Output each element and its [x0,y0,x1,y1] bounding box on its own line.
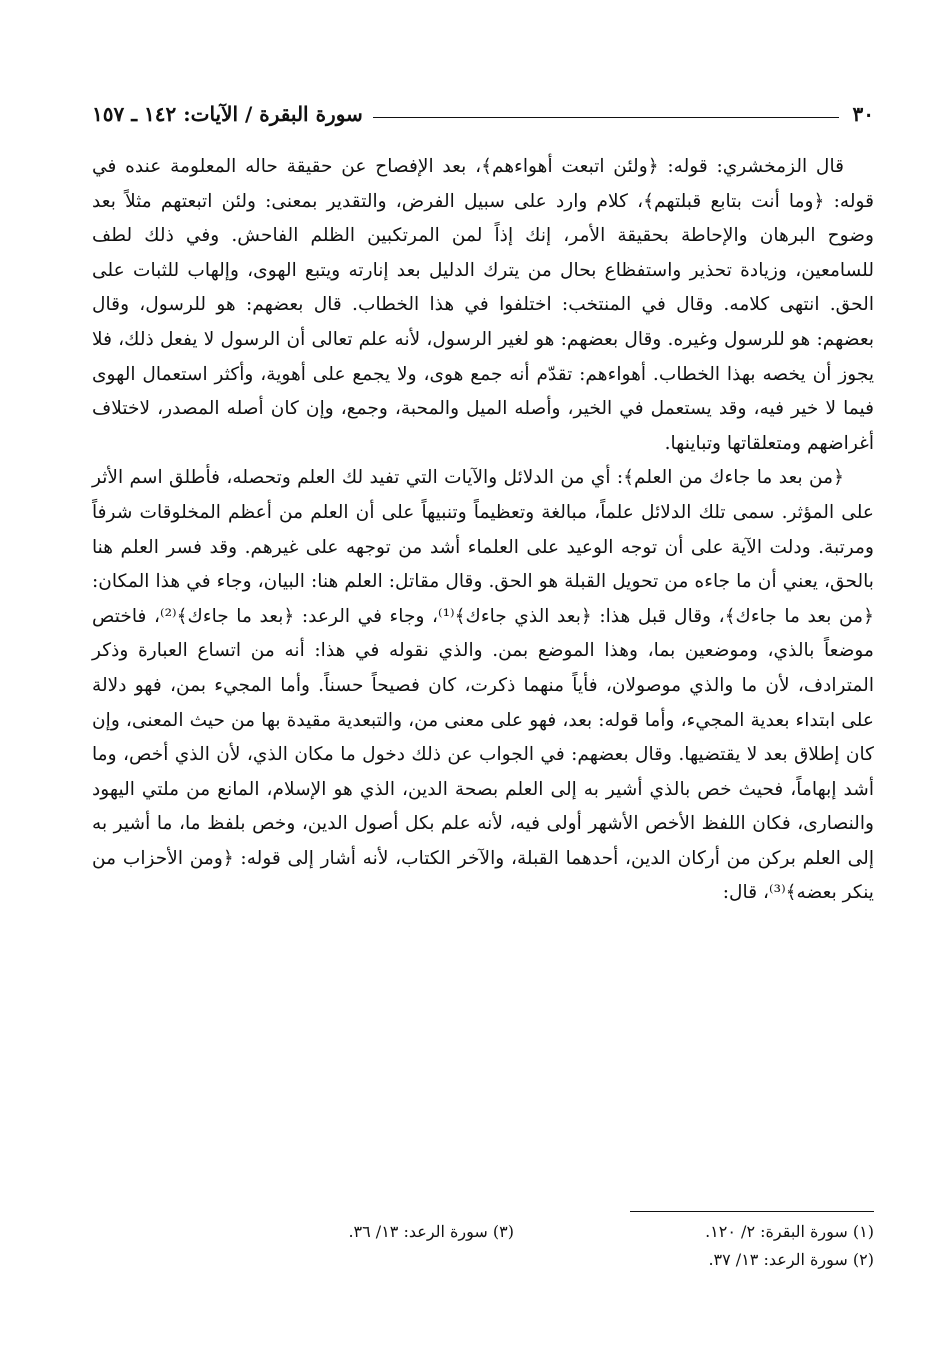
footnote-1: (١) سورة البقرة: ٢/ ١٢٠. [705,1222,874,1241]
footnote-2: (٢) سورة الرعد: ١٣/ ٣٧. [708,1250,874,1269]
footnotes [92,1218,874,1274]
paragraph: قال الزمخشري: قوله: ﴿ولئن اتبعت أهواءهم﴾، بعد الإفصاح عن حقيقة حاله المعلومة عنده في قوله: ﴿وما أنت بتابع قبلتهم﴾، كلام وارد على سبيل الفرض، والتقدير بمعنى: ولئن اتبعتهم مثلاً بعد وضوح البرهان والإحاطة بحقيقة الأمر، إنك إذاً لمن المرتكبين الظلم الفاحش. وفي ذلك لطف للسامعين، وزيادة تحذير واستفظاع بحال من يترك الدليل بعد إنارته ويتبع الهوى، وإلهاب للثبات على الحق. انتهى كلامه. وقال في المنتخب: اختلفوا في هذا الخطاب. قال بعضهم: هو للرسول، وقال بعضهم: هو للرسول وغيره. وقال بعضهم: هو لغير الرسول، لأنه علم تعالى أن الرسول لا يفعل ذلك، فلا يجوز أن يخصه بهذا الخطاب. أهواءهم: تقدّم أنه جمع هوى، ولا يجمع على أهوية، وأكثر استعمال الهوى فيما لا خير فيه، وقد يستعمل في الخير، وأصله الميل والمحبة، وجمع، وإن كان أصله المصدر، لاختلاف أغراضهم ومتعلقاتها وتباينها. [92,156,874,454]
header-rule [373,117,839,118]
footnote-row [92,1246,874,1274]
footnote-row [92,1218,874,1246]
main-text [92,150,874,911]
footnote-rule [630,1211,874,1212]
footnote-3: (٣) سورة الرعد: ١٣/ ٣٦. [348,1222,514,1241]
running-title: سورة البقرة / الآيات: ١٤٢ ـ ١٥٧ [92,102,363,126]
page-header [92,92,874,128]
page-number: ٣٠ [852,102,874,126]
paragraph: ﴿من بعد ما جاءك من العلم﴾: أي من الدلائل والآيات التي تفيد لك العلم وتحصله، فأطلق اسم الأثر على المؤثر. سمى تلك الدلائل علماً، مبالغة وتعظيماً وتنبيهاً على أن العلم من أعظم المخلوقات شرفاً ومرتبة. ودلت الآية على أن توجه الوعيد على العلماء أشد من توجهه على غيرهم. وقد فسر العلم هنا بالحق، يعني أن ما جاءه من تحويل القبلة هو الحق. وقال مقاتل: العلم هنا: البيان، وجاء في هذا المكان: ﴿من بعد ما جاءك﴾، وقال قبل هذا: ﴿بعد الذي جاءك﴾⁽¹⁾، وجاء في الرعد: ﴿بعد ما جاءك﴾⁽²⁾، فاختص موضعاً بالذي، وموضعين بما، وهذا الموضع بمن. والذي نقوله في هذا: أنه من اتساع العبارة وذكر المترادف، لأن ما والذي موصولان، فأياً منهما ذكرت، كان فصيحاً حسناً. وأما المجيء بمن، فهو دلالة على ابتداء بعدية المجيء، وأما قوله: بعد، فهو على معنى من، والتبعدية مقيدة بها من حيث المعنى، وإن كان إطلاق بعد لا يقتضيها. وقال بعضهم: في الجواب عن ذلك دخول ما مكان الذي، لأن الذي أخص، وما أشد إبهاماً، فحيث خص بالذي أشير به إلى العلم بصحة الدين، الذي هو الإسلام، المانع من ملتي اليهود والنصارى، فكان اللفظ الأخص الأشهر أولى فيه، لأنه علم بكل أصول الدين، وخص بلفظ ما، ما أشير به إلى العلم بركن من أركان الدين، أحدهما القبلة، والآخر الكتاب، لأنه أشار إلى قوله: ﴿ومن الأحزاب من ينكر بعضه﴾⁽³⁾، قال: [92,467,875,904]
